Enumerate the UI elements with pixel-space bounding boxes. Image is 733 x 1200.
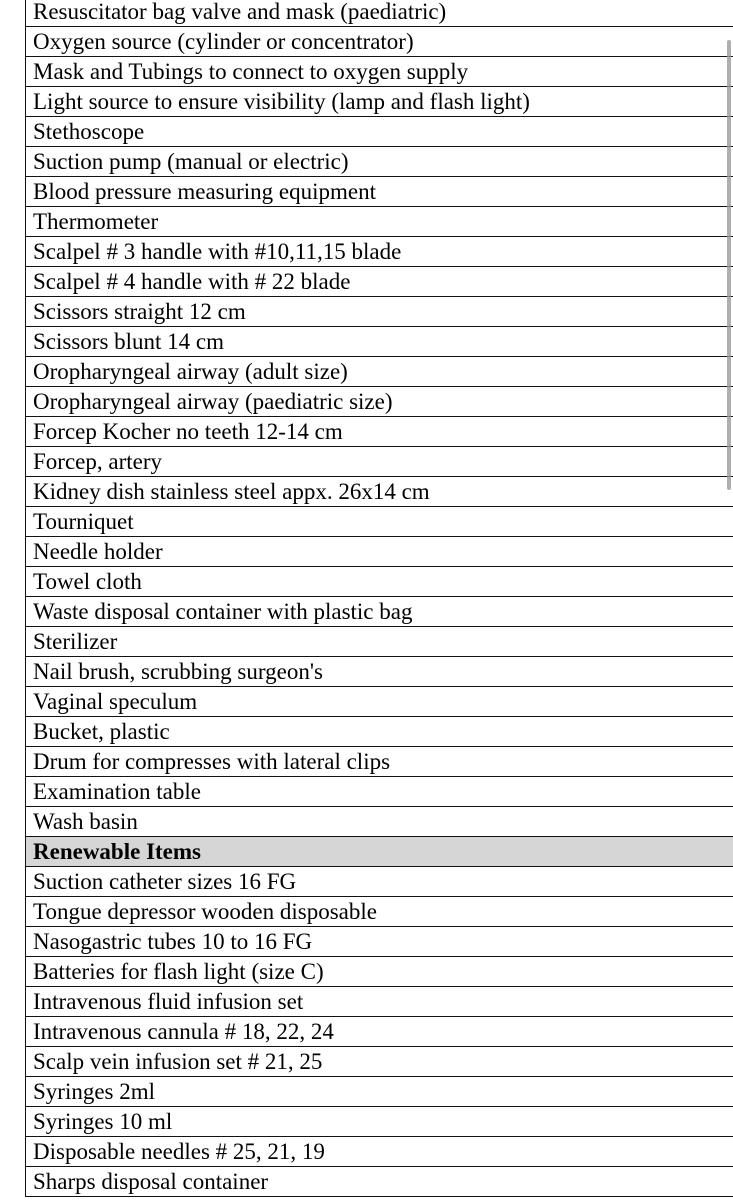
table-row <box>26 147 733 177</box>
item-cell: Nail brush, scrubbing surgeon's <box>26 657 733 687</box>
renewable-item-cell: Sharps disposal container <box>26 1167 733 1197</box>
renewable-item-cell: Nasogastric tubes 10 to 16 FG <box>26 927 733 957</box>
item-cell: Resuscitator bag valve and mask (paediatric) <box>26 0 733 27</box>
table-row <box>26 597 733 627</box>
table-row <box>26 507 733 537</box>
item-cell: Scissors blunt 14 cm <box>26 327 733 357</box>
table-row <box>26 537 733 567</box>
table-row <box>26 1137 733 1167</box>
table-row <box>26 177 733 207</box>
table-row <box>26 987 733 1017</box>
table-row <box>26 1017 733 1047</box>
renewable-item-cell: Intravenous cannula # 18, 22, 24 <box>26 1017 733 1047</box>
table-row <box>26 237 733 267</box>
item-cell: Scalpel # 3 handle with #10,11,15 blade <box>26 237 733 267</box>
table-row <box>26 27 733 57</box>
table-row <box>26 327 733 357</box>
equipment-table <box>25 0 733 1197</box>
item-cell: Needle holder <box>26 537 733 567</box>
renewable-item-cell: Tongue depressor wooden disposable <box>26 897 733 927</box>
vertical-scrollbar[interactable] <box>727 40 731 490</box>
item-cell: Wash basin <box>26 807 733 837</box>
item-cell: Scalpel # 4 handle with # 22 blade <box>26 267 733 297</box>
table-row <box>26 777 733 807</box>
table-row <box>26 627 733 657</box>
table-row <box>26 807 733 837</box>
item-cell: Kidney dish stainless steel appx. 26x14 cm <box>26 477 733 507</box>
item-cell: Suction pump (manual or electric) <box>26 147 733 177</box>
renewable-item-cell: Intravenous fluid infusion set <box>26 987 733 1017</box>
table-row <box>26 687 733 717</box>
item-cell: Oropharyngeal airway (paediatric size) <box>26 387 733 417</box>
table-row <box>26 897 733 927</box>
table-row <box>26 207 733 237</box>
item-cell: Forcep, artery <box>26 447 733 477</box>
table-row <box>26 267 733 297</box>
item-cell: Drum for compresses with lateral clips <box>26 747 733 777</box>
item-cell: Forcep Kocher no teeth 12-14 cm <box>26 417 733 447</box>
table-row <box>26 0 733 27</box>
table-row <box>26 1077 733 1107</box>
section-heading: Renewable Items <box>26 837 733 867</box>
table-row <box>26 747 733 777</box>
table-row <box>26 117 733 147</box>
item-cell: Waste disposal container with plastic bag <box>26 597 733 627</box>
renewable-item-cell: Syringes 2ml <box>26 1077 733 1107</box>
section-header-row <box>26 837 733 867</box>
item-cell: Light source to ensure visibility (lamp and flash light) <box>26 87 733 117</box>
renewable-item-cell: Suction catheter sizes 16 FG <box>26 867 733 897</box>
item-cell: Examination table <box>26 777 733 807</box>
item-cell: Bucket, plastic <box>26 717 733 747</box>
item-cell: Sterilizer <box>26 627 733 657</box>
table-row <box>26 927 733 957</box>
item-cell: Blood pressure measuring equipment <box>26 177 733 207</box>
table-row <box>26 417 733 447</box>
table-row <box>26 1167 733 1197</box>
table-row <box>26 387 733 417</box>
table-row <box>26 957 733 987</box>
item-cell: Oropharyngeal airway (adult size) <box>26 357 733 387</box>
table-row <box>26 867 733 897</box>
item-cell: Mask and Tubings to connect to oxygen supply <box>26 57 733 87</box>
item-cell: Scissors straight 12 cm <box>26 297 733 327</box>
table-row <box>26 297 733 327</box>
table-row <box>26 1047 733 1077</box>
renewable-item-cell: Scalp vein infusion set # 21, 25 <box>26 1047 733 1077</box>
table-row <box>26 477 733 507</box>
renewable-item-cell: Disposable needles # 25, 21, 19 <box>26 1137 733 1167</box>
table-row <box>26 657 733 687</box>
item-cell: Thermometer <box>26 207 733 237</box>
item-cell: Stethoscope <box>26 117 733 147</box>
table-row <box>26 1107 733 1137</box>
item-cell: Oxygen source (cylinder or concentrator) <box>26 27 733 57</box>
table-row <box>26 357 733 387</box>
table-row <box>26 567 733 597</box>
renewable-item-cell: Batteries for flash light (size C) <box>26 957 733 987</box>
table-row <box>26 717 733 747</box>
item-cell: Tourniquet <box>26 507 733 537</box>
item-cell: Vaginal speculum <box>26 687 733 717</box>
item-cell: Towel cloth <box>26 567 733 597</box>
renewable-item-cell: Syringes 10 ml <box>26 1107 733 1137</box>
table-row <box>26 87 733 117</box>
table-row <box>26 447 733 477</box>
table-row <box>26 57 733 87</box>
